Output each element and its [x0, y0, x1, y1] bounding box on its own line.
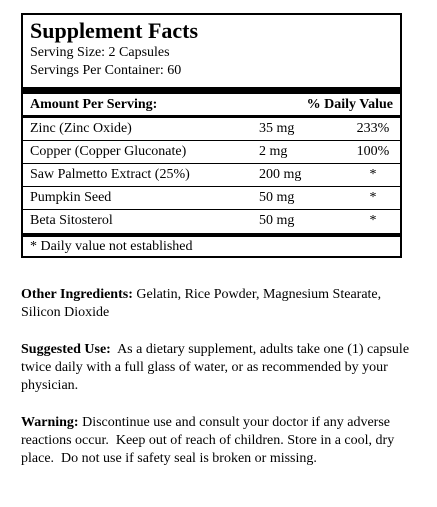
suggested-use-label: Suggested Use:: [21, 342, 111, 357]
thick-divider: [23, 87, 400, 94]
daily-value-footnote: * Daily value not established: [30, 239, 193, 254]
nutrient-daily-value: *: [369, 167, 377, 182]
amount-per-serving-header: Amount Per Serving:: [30, 97, 158, 112]
table-row: [23, 118, 400, 141]
nutrient-name: Pumpkin Seed: [30, 190, 112, 205]
facts-header-row: [23, 95, 400, 115]
nutrient-amount: 50 mg: [259, 190, 295, 205]
table-row: [23, 164, 400, 187]
other-ingredients-label: Other Ingredients:: [21, 287, 133, 302]
bottom-divider: [23, 233, 400, 237]
nutrient-daily-value: 233%: [356, 121, 390, 136]
nutrient-amount: 2 mg: [259, 144, 288, 159]
suggested-use-paragraph: [21, 341, 421, 395]
warning-label: Warning:: [21, 415, 79, 430]
nutrient-amount: 50 mg: [259, 213, 295, 228]
table-row: [23, 141, 400, 164]
nutrient-name: Copper (Copper Gluconate): [30, 144, 187, 159]
table-row: [23, 210, 400, 233]
nutrient-name: Beta Sitosterol: [30, 213, 113, 228]
nutrient-name: Saw Palmetto Extract (25%): [30, 167, 190, 182]
suggested-use-text: As a dietary supplement, adults take one (1) capsule twice daily with a full glass of water, or as recommended by your physician.: [21, 342, 413, 393]
nutrient-daily-value: 100%: [356, 144, 390, 159]
supplement-facts-panel: [21, 13, 402, 258]
warning-paragraph: [21, 414, 421, 468]
serving-size: Serving Size: 2 Capsules: [30, 45, 170, 60]
nutrient-daily-value: *: [369, 213, 377, 228]
daily-value-header: % Daily Value: [306, 97, 393, 112]
other-ingredients-text: Gelatin, Rice Powder, Magnesium Stearate, Silicon Dioxide: [21, 287, 382, 320]
other-ingredients-paragraph: [21, 286, 421, 322]
nutrient-name: Zinc (Zinc Oxide): [30, 121, 132, 136]
servings-per-container: Servings Per Container: 60: [30, 63, 182, 78]
nutrient-amount: 35 mg: [259, 121, 295, 136]
nutrient-amount: 200 mg: [259, 167, 302, 182]
table-row: [23, 187, 400, 210]
facts-title: Supplement Facts: [30, 18, 199, 43]
nutrient-daily-value: *: [369, 190, 377, 205]
warning-text: Discontinue use and consult your doctor if any adverse reactions occur. Keep out of reach of children. Store in a cool, dry place. Do not use if safety seal is broken or missing.: [21, 415, 398, 466]
